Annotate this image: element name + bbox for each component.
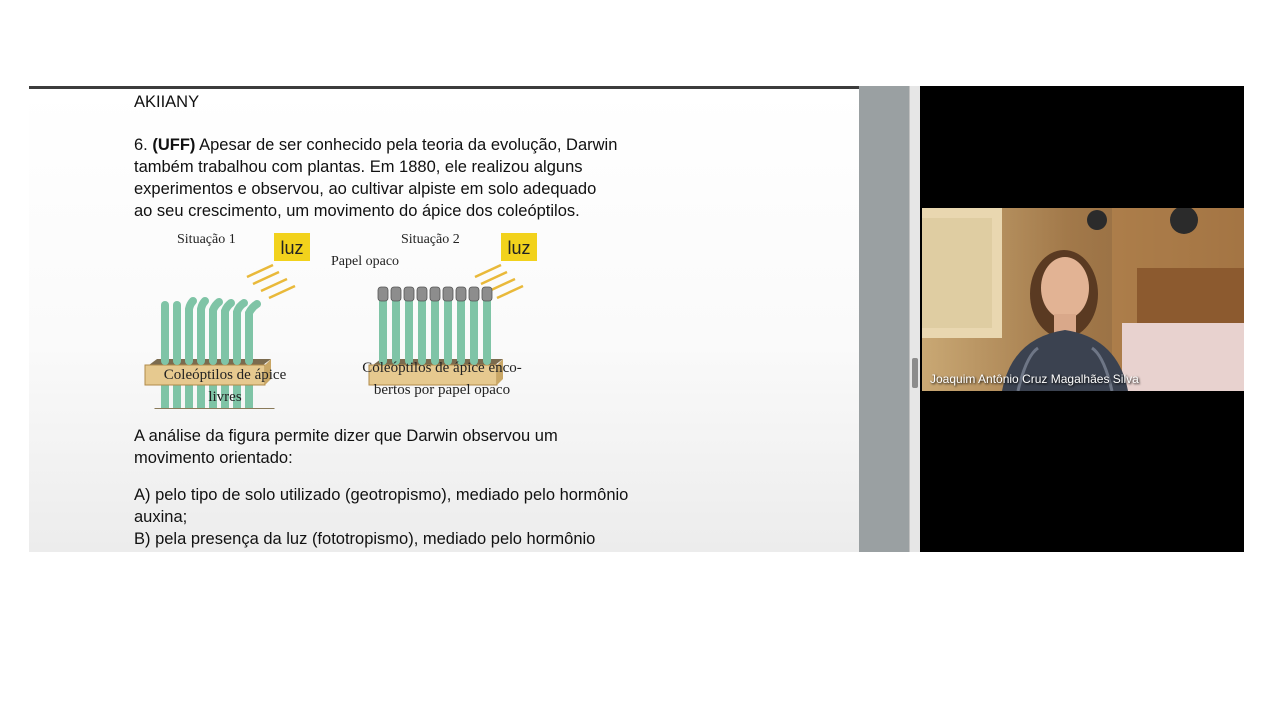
- covered-coleoptiles: [129, 275, 569, 365]
- situation-1-title: Situação 1: [177, 232, 236, 247]
- document-header: AKIIANY: [134, 93, 200, 111]
- scrollbar-thumb[interactable]: [912, 358, 918, 388]
- prompt-line: A análise da figura permite dizer que Darwin observou um: [134, 427, 558, 445]
- situation-2-caption-line: Coleóptilos de ápice enco-: [362, 360, 522, 376]
- question-number: 6.: [134, 136, 148, 154]
- option-line: B) pela presença da luz (fototropismo), mediado pelo hormônio: [134, 530, 596, 548]
- screen-share-window: [29, 86, 1244, 552]
- question-source: (UFF): [152, 136, 196, 154]
- participant-video[interactable]: [922, 208, 1244, 391]
- situation-2-title: Situação 2: [401, 232, 460, 247]
- opaque-caps: [378, 287, 492, 301]
- prompt-line: movimento orientado:: [134, 449, 293, 467]
- question-first-line: [134, 134, 617, 156]
- option-line: auxina;: [134, 508, 188, 526]
- option-line: A) pelo tipo de solo utilizado (geotropismo), mediado pelo hormônio: [134, 486, 629, 504]
- light-label: luz: [507, 238, 531, 258]
- question-text-line: também trabalhou com plantas. Em 1880, ele realizou alguns: [134, 158, 583, 176]
- situation-2-caption-line: bertos por papel opaco: [373, 382, 511, 398]
- video-frame-scene: [922, 208, 1244, 391]
- webcam-panel: [920, 86, 1244, 552]
- participant-name-label: Joaquim Antônio Cruz Magalhães Silva: [930, 372, 1139, 386]
- question-text-line: experimentos e observou, ao cultivar alpiste em solo adequado: [134, 180, 597, 198]
- opaque-paper-label: Papel opaco: [331, 254, 400, 269]
- question-text-line: ao seu crescimento, um movimento do ápice dos coleóptilos.: [134, 202, 580, 220]
- situation-1-caption-line: Coleóptilos de ápice: [163, 367, 287, 383]
- situation-1-caption-line: livres: [208, 389, 242, 405]
- free-coleoptiles: [165, 301, 257, 361]
- document-viewport[interactable]: [29, 86, 859, 552]
- light-label: luz: [280, 238, 304, 258]
- question-text-line: Apesar de ser conhecido pela teoria da evolução, Darwin: [199, 136, 618, 154]
